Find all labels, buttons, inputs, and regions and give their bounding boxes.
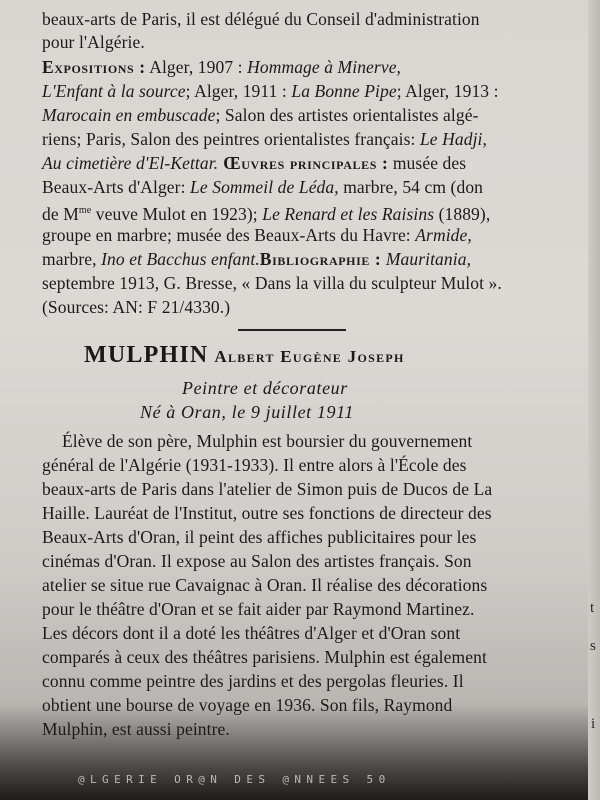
text-line: beaux-arts de Paris, il est délégué du Conseil d'administration — [42, 9, 480, 29]
text-line: septembre 1913, G. Bresse, « Dans la villa du sculpteur Mulot ». — [42, 273, 502, 293]
text-line — [42, 56, 401, 78]
artwork-title: Le Hadji, — [419, 129, 487, 149]
artwork-title: Marocain en embuscade — [42, 105, 216, 125]
text-run: ; Salon des artistes orientalistes algé- — [215, 105, 479, 125]
body-line: cinémas d'Oran. Il expose au Salon des artistes français. Son — [42, 551, 472, 571]
text-run: ; Alger, 1911 : — [185, 81, 292, 101]
text-line — [42, 248, 471, 270]
text-run: marbre, — [42, 249, 102, 269]
text-run: musée des — [388, 153, 467, 173]
text-line — [42, 104, 479, 126]
text-line — [42, 224, 472, 246]
edge-letter: s — [590, 638, 596, 654]
entry-given-names: Albert Eugène Joseph — [214, 347, 405, 366]
publication-title: Mauritania, — [385, 249, 472, 269]
body-line: atelier se situe rue Cavaignac à Oran. Il réalise des décorations — [42, 575, 488, 595]
text-line — [42, 200, 490, 225]
body-line: Haille. Lauréat de l'Institut, outre ses fonctions de directeur des — [42, 503, 492, 523]
entry-birth: Né à Oran, le 9 juillet 1911 — [140, 402, 354, 422]
text-line — [42, 152, 466, 174]
artwork-title: La Bonne Pipe — [291, 81, 397, 101]
bibliographie-label: Bibliographie : — [259, 249, 382, 269]
body-line: comparés à ceux des théâtres parisiens. Mulphin est également — [42, 647, 487, 667]
expositions-label: Expositions : — [42, 57, 146, 77]
artwork-title: Ino et Bacchus enfant. — [101, 249, 260, 269]
artwork-title: Hommage à Minerve, — [247, 57, 402, 77]
body-line: Beaux-Arts d'Oran, il peint des affiches publicitaires pour les — [42, 527, 477, 547]
body-line: obtient une bourse de voyage en 1936. Son fils, Raymond — [42, 695, 453, 715]
superscript: me — [78, 205, 92, 216]
artwork-title: Au cimetière d'El-Kettar. — [42, 153, 219, 173]
text-run: riens; Paris, Salon des peintres orientalistes français: — [42, 129, 420, 149]
text-run: veuve Mulot en 1923); — [91, 203, 263, 224]
text-run: ; Alger, 1913 : — [396, 81, 499, 101]
watermark: @LGERIE OR@N DES @NNEES 50 — [78, 773, 391, 786]
text-line: pour l'Algérie. — [42, 32, 145, 52]
text-line: (Sources: AN: F 21/4330.) — [42, 297, 231, 317]
oeuvres-label: Œuvres principales : — [218, 153, 389, 173]
artwork-title: Armide, — [415, 225, 472, 245]
artwork-title: L'Enfant à la source — [42, 81, 186, 101]
text-run: de M — [42, 203, 79, 224]
text-line — [42, 176, 483, 198]
entry-heading — [84, 342, 405, 369]
body-line: Les décors dont il a doté les théâtres d'Alger et d'Oran sont — [42, 623, 461, 643]
entry-surname: MULPHIN — [84, 342, 209, 368]
artwork-title: Le Sommeil de Léda — [190, 177, 335, 197]
body-line: connu comme peintre des jardins et des pergolas fleuries. Il — [42, 671, 464, 691]
adjacent-page-edge — [588, 0, 600, 800]
artwork-title: Le Renard et les Raisins — [262, 203, 435, 224]
entry-profession: Peintre et décorateur — [182, 378, 348, 398]
text-line — [42, 80, 499, 102]
body-line: Élève de son père, Mulphin est boursier du gouvernement — [62, 431, 473, 451]
body-line: Mulphin, est aussi peintre. — [42, 719, 230, 739]
body-line: général de l'Algérie (1931-1933). Il entre alors à l'École des — [42, 455, 467, 475]
text-run: (1889), — [434, 203, 491, 224]
text-line — [42, 128, 487, 150]
body-line: beaux-arts de Paris dans l'atelier de Simon puis de Ducos de La — [42, 479, 493, 499]
section-divider — [238, 329, 346, 331]
text-run: Beaux-Arts d'Alger: — [42, 177, 191, 197]
body-line: pour le théâtre d'Oran et se fait aider par Raymond Martinez. — [42, 599, 475, 619]
edge-letter: t — [590, 600, 595, 616]
text-run: Alger, 1907 : — [145, 57, 248, 77]
text-run: groupe en marbre; musée des Beaux-Arts du Havre: — [42, 225, 416, 245]
edge-letter: i — [591, 716, 596, 732]
text-run: , marbre, 54 cm (don — [334, 177, 484, 197]
